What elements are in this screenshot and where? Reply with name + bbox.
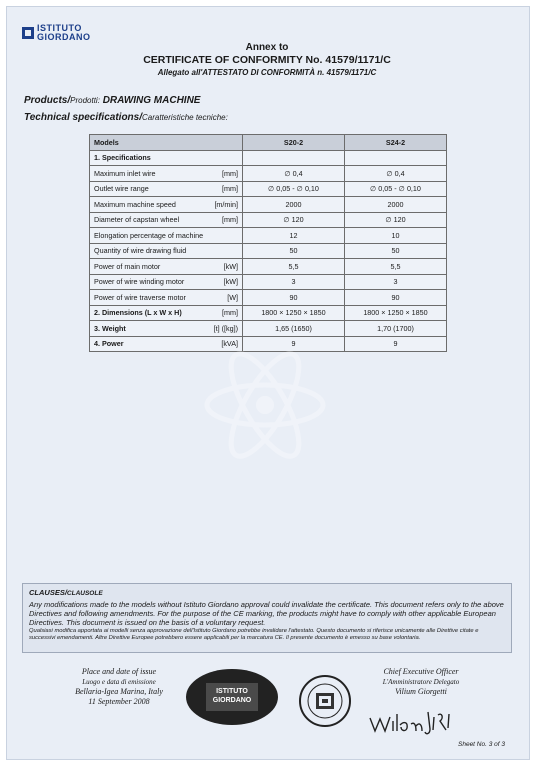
table-row: [90, 305, 447, 321]
row-label-cell: [90, 243, 243, 259]
row-label-cell: [90, 197, 243, 213]
round-seal-icon: [298, 674, 352, 728]
place-title: Place and date of issue: [81, 667, 157, 676]
row-name: Power of main motor: [94, 261, 161, 271]
value-model-b: 1,70 (1700): [345, 321, 447, 337]
logo-line1: ISTITUTO: [37, 23, 82, 33]
stamp-line2: GIORDANO: [212, 697, 252, 704]
table-row: [90, 212, 447, 228]
header-model-b: S24-2: [345, 135, 447, 151]
table-row: [90, 243, 447, 259]
row-name: Quantity of wire drawing fluid: [94, 246, 187, 256]
techspec-heading: [24, 112, 228, 123]
istituto-giordano-stamp: [186, 669, 278, 725]
logo-mark-icon: [22, 27, 34, 39]
value-model-a: 3: [243, 274, 345, 290]
row-label-cell: [90, 181, 243, 197]
table-row: [90, 321, 447, 337]
clauses-box: [22, 583, 512, 653]
clauses-italian: Qualsiasi modifica apportata ai modelli senza approvazione dell'Istituto Giordano potrebbe invalidare l'attestato. Questo documento si riferisce unicamente alle Direttive citate e successivi emendamenti. Altre Direttive Europee potrebbero essere applicabili per la marcatura CE. Il presente documento è emesso su base volontaria.: [29, 628, 479, 641]
value-model-b: 1800 × 1250 × 1850: [345, 305, 447, 321]
value-model-b: 3: [345, 274, 447, 290]
certificate-title: CERTIFICATE OF CONFORMITY No. 41579/1171/C: [143, 54, 391, 66]
table-row: [90, 166, 447, 182]
clauses-title: [29, 588, 505, 597]
value-model-b: ∅ 0,4: [345, 166, 447, 182]
clauses-title-en: CLAUSES/: [29, 588, 67, 597]
row-name: Elongation percentage of machine: [94, 230, 204, 240]
atom-watermark-icon: [200, 340, 330, 470]
row-unit: [mm]: [222, 168, 238, 178]
table-row: [90, 290, 447, 306]
section-name: 3. Weight: [94, 323, 126, 333]
value-model-a: ∅ 0,05 - ∅ 0,10: [243, 181, 345, 197]
row-name: Maximum inlet wire: [94, 168, 156, 178]
ceo-title: Chief Executive Officer: [383, 667, 459, 676]
table-row: [90, 259, 447, 275]
row-label-cell: [90, 274, 243, 290]
row-name: Diameter of capstan wheel: [94, 215, 180, 225]
value-model-b: 2000: [345, 197, 447, 213]
row-unit: [W]: [227, 292, 238, 302]
table-row: [90, 150, 447, 166]
value-model-a: 2000: [243, 197, 345, 213]
header-model-a: S20-2: [243, 135, 345, 151]
empty-cell: [243, 150, 345, 166]
row-label-cell: [90, 166, 243, 182]
row-name: Maximum machine speed: [94, 199, 176, 209]
spec-table: [89, 134, 447, 352]
row-unit: [mm]: [222, 215, 238, 225]
row-unit: [t] ([kg]): [213, 323, 238, 333]
row-name: Power of wire traverse motor: [94, 292, 186, 302]
place-date: 11 September 2008: [88, 697, 150, 706]
stamp-line1: ISTITUTO: [216, 688, 248, 695]
ceo-name: Vilium Giorgetti: [395, 687, 447, 696]
value-model-a: 12: [243, 228, 345, 244]
value-model-a: 1800 × 1250 × 1850: [243, 305, 345, 321]
value-model-b: 9: [345, 336, 447, 352]
value-model-b: 90: [345, 290, 447, 306]
value-model-a: 5,5: [243, 259, 345, 275]
table-row: [90, 197, 447, 213]
table-row: [90, 274, 447, 290]
istituto-giordano-logo: [22, 24, 91, 42]
row-unit: [mm]: [222, 308, 238, 318]
ceo-block: [360, 667, 482, 697]
value-model-b: ∅ 120: [345, 212, 447, 228]
product-value: DRAWING MACHINE: [102, 95, 201, 106]
value-model-a: ∅ 120: [243, 212, 345, 228]
row-label-cell: [90, 228, 243, 244]
clauses-english: Any modifications made to the models without Istituto Giordano approval could invalidate the certificate. This document refers only to the above Directives and following amendments. For the purpose of the CE marking, the products might have to comply with other applicable European Directives. This document is issued on the basis of a voluntary request.: [29, 600, 504, 627]
value-model-b: 5,5: [345, 259, 447, 275]
annex-title: Annex to: [245, 42, 289, 53]
row-unit: [kW]: [223, 277, 238, 287]
row-name: Power of wire winding motor: [94, 277, 185, 287]
techspec-label-it: Caratteristiche tecniche:: [142, 113, 228, 122]
value-model-a: 9: [243, 336, 345, 352]
row-name: Outlet wire range: [94, 184, 149, 194]
stamp-text: [206, 683, 258, 711]
row-unit: [kW]: [223, 261, 238, 271]
header-models: Models: [90, 135, 243, 151]
row-label-cell: [90, 212, 243, 228]
value-model-a: ∅ 0,4: [243, 166, 345, 182]
row-label-cell: [90, 321, 243, 337]
row-unit: [m/min]: [214, 199, 238, 209]
allegato-title: Allegato all'ATTESTATO DI CONFORMITÀ n. 41579/1171/C: [157, 68, 377, 77]
value-model-a: 1,65 (1650): [243, 321, 345, 337]
table-row: [90, 228, 447, 244]
row-unit: [mm]: [222, 184, 238, 194]
place-title-it: Luogo e data di emissione: [82, 678, 156, 686]
product-label: Products/: [24, 95, 71, 106]
clauses-title-it: CLAUSOLE: [66, 590, 103, 597]
section-name: 4. Power: [94, 339, 124, 349]
row-label-cell: [90, 305, 243, 321]
logo-line2: GIORDANO: [37, 32, 91, 42]
logo-text: [37, 24, 91, 42]
sheet-number: Sheet No. 3 of 3: [458, 741, 505, 748]
value-model-b: 50: [345, 243, 447, 259]
product-label-it: Prodotti:: [70, 96, 100, 105]
value-model-a: 50: [243, 243, 345, 259]
empty-cell: [345, 150, 447, 166]
place-city: Bellaria-Igea Marina, Italy: [75, 687, 163, 696]
section-specifications: 1. Specifications: [90, 150, 243, 166]
value-model-a: 90: [243, 290, 345, 306]
row-label-cell: [90, 259, 243, 275]
section-name: 2. Dimensions (L x W x H): [94, 308, 182, 318]
value-model-b: ∅ 0,05 - ∅ 0,10: [345, 181, 447, 197]
table-header-row: [90, 135, 447, 151]
value-model-b: 10: [345, 228, 447, 244]
table-row: [90, 181, 447, 197]
product-line: [24, 95, 200, 106]
techspec-label: Technical specifications/: [24, 112, 143, 123]
signature-icon: [366, 704, 462, 738]
ceo-title-it: L'Amministratore Delegato: [382, 678, 460, 686]
place-date-block: [60, 667, 178, 707]
row-label-cell: [90, 290, 243, 306]
row-unit: [kVA]: [221, 339, 238, 349]
